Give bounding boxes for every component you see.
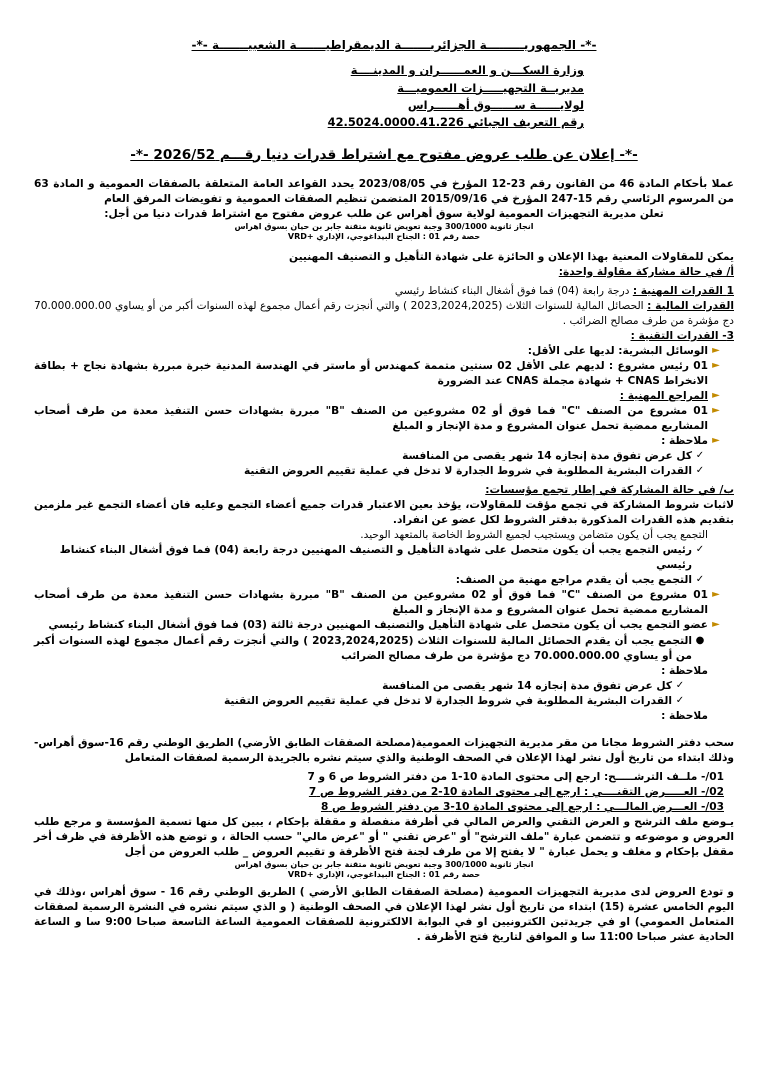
project-title: انجاز ثانوية 300/1000 وجبة تعويض ثانوية متقنة جابر بن حيان بسوق اهراس: [234, 221, 534, 231]
note-heading: [34, 434, 724, 449]
note-item: [34, 464, 708, 479]
note-text: كل عرض تفوق مدة إنجازه 14 شهر يقصى من المنافسة: [402, 450, 692, 463]
triangle-bullet-icon: ►: [712, 359, 720, 371]
dot-bullet-icon: ●: [695, 634, 705, 646]
second-note-heading: ملاحظة :: [661, 709, 708, 722]
professional-capacity: [34, 284, 734, 299]
human-means-text: 01 رئيس مشروع : لديهم على الأقل 02 سنتين متممة كمهندس أو ماستر في الهندسة المدنية خبرة مبررة بشهادة نجاح + بطاقة الانخراط CNAS + شهادة مجملة CNAS عند الضرورة: [34, 359, 708, 387]
group-condition: [34, 573, 708, 588]
wilaya-name: لولايــــــة ســــــوق أهــــــراس: [407, 97, 584, 112]
check-bullet-icon: ✓: [695, 450, 705, 462]
announcement-title: -*- إعلان عن طلب عروض مفتوح مع اشتراط قدرات دنيا رقـــم 2026/52 -*-: [130, 146, 638, 163]
triangle-bullet-icon: ►: [712, 619, 720, 631]
letterhead: [164, 36, 597, 132]
case-b-heading: ب/ في حالة المشاركة في إطار تجمع مؤسسات:: [485, 484, 734, 497]
triangle-bullet-icon: ►: [712, 589, 720, 601]
professional-label: 1 القدرات المهنية :: [632, 284, 734, 297]
triangle-bullet-icon: ►: [712, 344, 720, 356]
case-a-heading: أ/ في حالة مشاركة مقاولة واحدة:: [558, 265, 734, 278]
check-bullet-icon: ✓: [695, 544, 705, 556]
note-text: القدرات البشرية المطلوبة في شروط الجدارة لا تدخل في عملية تقييم العروض التقنية: [243, 465, 692, 478]
financial-text: الحصائل المالية للسنوات الثلاث (2023,2024,2025 ) والتي أنجزت رقم أعمال مجموع لهذه السنوات أكبر من أو يساوي 70.000.000.00 دج مؤشرة من طرف مصالح الضرائب .: [34, 299, 734, 327]
check-bullet-icon: ✓: [695, 574, 705, 586]
triangle-bullet-icon: ►: [712, 405, 720, 417]
envelope-instructions: يـوضع ملف الترشح و العرض التقني والعرض المالي في أظرفة منفصلة و مقفلة بإحكام ، يبين كل منها تسمية المؤسسة و مرجع طلب العروض و موضوعه و تتضمن عبارة "ملف الترشح" أو "عرض تقني " أو "عرض مالي" حسب الحالة ، و توضع هذه الأظرفة في ظرف أخر مقفل بإحكام و مغلف و يحمل عبارة " لا يفتح إلا من طرف لجنة فتح الأظرفة و تقييم العروض _ طلب العروض من أجل: [34, 815, 734, 858]
human-means-heading: [34, 344, 724, 359]
group-solidarity: التجمع يجب أن يكون متضامن ويستجيب لجميع الشروط الخاصة بالمتعهد الوحيد.: [360, 529, 708, 542]
tax-id: رقم التعريف الجبائي 42.5024.0000.41.226: [327, 115, 584, 130]
references-label: المراجع المهنية :: [619, 390, 708, 402]
technical-heading: 3- القدرات التقنية :: [630, 329, 734, 342]
group-member-text: عضو التجمع يجب أن يكون متحصل على شهادة التأهيل والتصنيف المهنيين درجة ثالثة (03) فما فوق أشغال البناء كنشاط رئيسي: [48, 619, 708, 632]
group-references-text: 01 مشروع من الصنف "C" فما فوق أو 02 مشروعين من الصنف "B" مبررة بشهادات حسن التنفيذ معدة من طرف أصحاب المشاريع ممضية تحمل عنوان المشروع و مدة الإنجاز و المبلغ: [34, 589, 708, 617]
group-intro: لاثبات شروط المشاركة في تجمع مؤقت للمقاولات، يؤخذ بعين الاعتبار قدرات جميع أعضاء التجمع وعليه فان أعضاء التجمع غير ملزمين بتقديم هذه القدرات المذكورة بدفتر الشروط لكل عضو عن انفراد.: [34, 499, 734, 527]
group-condition: [34, 543, 708, 573]
note-label: ملاحظة :: [661, 435, 708, 448]
check-bullet-icon: ✓: [675, 694, 685, 706]
group-financial-text: التجمع يجب أن يقدم الحصائل المالية للسنوات الثلاث (2023,2024,2025 ) والتي أنجزت رقم أعمال مجموع لهذه السنوات أكبر من أو يساوي 70.000.000.00 دج مؤشرة من طرف مصالح الضرائب: [34, 634, 692, 662]
references-heading: [34, 389, 724, 404]
project-title-repeat: انجاز ثانوية 300/1000 وجبة تعويض ثانوية متقنة جابر بن حيان بسوق اهراس: [234, 859, 534, 869]
lot-title-repeat: حصة رقم 01 : الجناح البيداغوجي، الإداري +VRD: [287, 870, 481, 880]
triangle-bullet-icon: ►: [712, 390, 720, 401]
republic-title: -*- الجمهوريـــــــــة الجزائريـــــــة الديمقراطيـــــــة الشعبيـــــــة -*-: [191, 38, 597, 52]
group-note-text: كل عرض تفوق مدة إنجازه 14 شهر يقصى من المنافسة: [382, 679, 672, 692]
human-means-item: [34, 359, 724, 389]
references-item: [34, 404, 724, 434]
group-condition-text: رئيس التجمع يجب أن يكون متحصل على شهادة التأهيل و التصنيف المهنيين درجة رابعة (04) فما فوق أشغال البناء كنشاط رئيسي: [59, 544, 692, 572]
ministry-name: وزارة السكـــن و العمــــــران و المدينــــة: [350, 63, 584, 78]
note-item: [34, 449, 708, 464]
call-text: تعلن مديرية التجهيزات العمومية لولاية سوق أهراس عن طلب عروض مفتوح مع اشتراط قدرات دنيا من أجل:: [104, 207, 664, 220]
eligibility-text: يمكن للمقاولات المعنية بهذا الإعلان و الحائزة على شهادة التأهيل و التصنيف المهنيين: [289, 250, 734, 263]
triangle-bullet-icon: ►: [712, 435, 720, 447]
group-financial-item: [34, 634, 708, 664]
withdrawal-text: سحب دفتر الشروط مجانا من مقر مديرية التجهيزات العمومية(مصلحة الصفقات الطابق الأرضي) الطريق الوطني رقم 16-سوق أهراس-وذلك ابتداء من تاريخ أول نشر لهذا الإعلان في الصحف الوطنية والذي سيتم نشره بالجريدة الرسمية لصفقات المتعامل: [34, 736, 734, 764]
check-bullet-icon: ✓: [675, 679, 685, 691]
group-member-item: [34, 618, 724, 633]
check-bullet-icon: ✓: [695, 465, 705, 477]
group-note-text: القدرات البشرية المطلوبة في شروط الجدارة لا تدخل في عملية تقييم العروض التقنية: [223, 694, 672, 707]
financial-label: القدرات المالية :: [647, 299, 734, 312]
envelope-1: 01/- ملــف الترشـــــح: ارجع إلى محتوى المادة 10-1 من دفتر الشروط ص 6 و 7: [307, 770, 724, 783]
financial-capacity: [34, 299, 734, 329]
human-means-label: الوسائل البشرية: لديها على الأقل:: [527, 344, 708, 357]
group-note-item: [34, 679, 688, 694]
deposit-text: و تودع العروض لدى مديرية التجهيزات العمومية (مصلحة الصفقات الطابق الأرضي ) الطريق الوطني رقم 16 - سوق أهراس ،وذلك في اليوم الخامس عشرة (15) ابتداء من تاريخ أول نشر لهذا الإعلان في الصحف الوطنية ( و الذي سيتم نشره في النشرة الرسمية لصفقات المتعامل العمومي) او في جريدتين الكترونيين او في البوابة الالكترونية للصفقات العمومية الساعة التاسعة صباحا 9:00 سا و الساعة الحادية عشر صباحا 11:00 سا و الموافق لتاريخ فتح الأظرفة .: [34, 885, 734, 943]
professional-text: درجة رابعة (04) فما فوق أشغال البناء كنشاط رئيسي: [394, 284, 630, 297]
group-references-item: [34, 588, 724, 618]
group-condition-text: التجمع يجب أن يقدم مراجع مهنية من الصنف:: [455, 574, 692, 587]
envelope-3: 03/- العـــرض المالـــي : ارجع إلى محتوى المادة 10-3 من دفتر الشروط ص 8: [320, 800, 724, 813]
legal-basis: عملا بأحكام المادة 46 من القانون رقم 23-12 المؤرخ في 2023/08/05 يحدد القواعد العامة المتعلقة بالصفقات العمومية و المادة 63 من المرسوم الرئاسي رقم 15-247 المؤرخ في 2015/09/16 المتضمن تنظيم الصفقات العمومية و تفويضات المرفق العام: [34, 177, 735, 205]
group-note-item: [34, 694, 688, 709]
lot-title: حصة رقم 01 : الجناح البيداغوجي، الإداري +VRD: [287, 232, 481, 242]
envelope-2: 02/- العـــــرض التقنــــي : ارجع إلى محتوى المادة 10-2 من دفتر الشروط ص 7: [308, 785, 724, 798]
references-text: 01 مشروع من الصنف "C" فما فوق أو 02 مشروعين من الصنف "B" مبررة بشهادات حسن التنفيذ معدة من طرف أصحاب المشاريع ممضية تحمل عنوان المشروع و مدة الإنجاز و المبلغ: [34, 405, 708, 433]
group-note-heading: ملاحظة :: [661, 664, 708, 677]
directorate-name: مديريــة التجهيـــــزات العموميـــة: [397, 80, 584, 95]
